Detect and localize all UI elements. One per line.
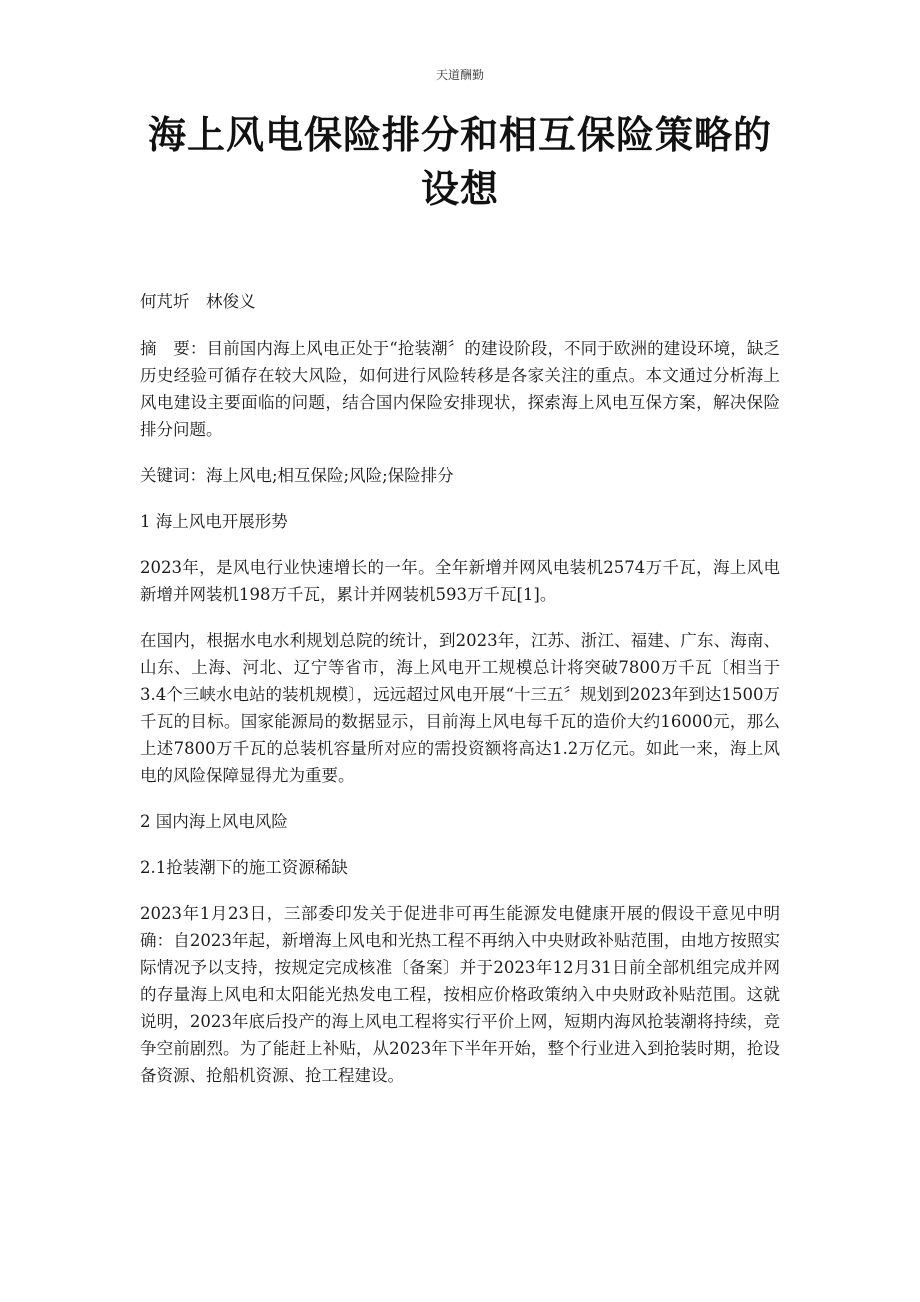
section-1-heading: 1 海上风电开展形势 bbox=[140, 512, 288, 531]
abstract-text: 目前国内海上风电正处于“抢装潮〞的建设阶段，不同于欧洲的建设环境，缺乏历史经验可循存在较大风险，如何进行风险转移是各家关注的重点。本文通过分析海上风电建设主要面临的问题，结合国内保险安排现状，探索海上风电互保方案，解决保险排分问题。 bbox=[140, 339, 781, 439]
keywords-label: 关键词： bbox=[140, 466, 206, 485]
keywords bbox=[140, 462, 780, 489]
header-mark: 天道酬勤 bbox=[435, 68, 484, 82]
section-2-1-paragraph-1: 2023年1月23日，三部委印发关于促进非可再生能源发电健康开展的假设干意见中明确：自2023年起，新增海上风电和光热工程不再纳入中央财政补贴范围，由地方按照实际情况予以支持，按规定完成核准〔备案〕并于2023年12月31日前全部机组完成并网的存量海上风电和太阳能光热发电工程，按相应价格政策纳入中央财政补贴范围。这就说明，2023年底后投产的海上风电工程将实行平价上网，短期内海风抢装潮将持续，竞争空前剧烈。为了能赶上补贴，从2023年下半年开始，整个行业进入到抢装时期，抢设备资源、抢船机资源、抢工程建设。 bbox=[140, 904, 780, 1085]
section-1-paragraph-1: 2023年，是风电行业快速增长的一年。全年新增并网风电装机2574万千瓦，海上风电新增并网装机198万千瓦，累计并网装机593万千瓦[1]。 bbox=[140, 558, 780, 604]
authors: 何芃圻 林俊义 bbox=[140, 292, 256, 311]
abstract bbox=[140, 335, 780, 443]
abstract-label: 摘 要： bbox=[140, 339, 207, 358]
section-2-heading: 2 国内海上风电风险 bbox=[140, 812, 288, 831]
document-body bbox=[140, 288, 780, 1108]
document-title: 海上风电保险排分和相互保险策略的设想 bbox=[147, 113, 772, 211]
keywords-text: 海上风电;相互保险;风险;保险排分 bbox=[206, 466, 454, 485]
section-1-paragraph-2: 在国内，根据水电水利规划总院的统计，到2023年，江苏、浙江、福建、广东、海南、山东、上海、河北、辽宁等省市，海上风电开工规模总计将突破7800万千瓦〔相当于3.4个三峡水电站的装机规模〕，远远超过风电开展“十三五〞规划到2023年到达1500万千瓦的目标。国家能源局的数据显示，目前海上风电每千瓦的造价大约16000元，那么上述7800万千瓦的总装机容量所对应的需投资额将高达1.2万亿元。如此一来，海上风电的风险保障显得尤为重要。 bbox=[140, 631, 780, 785]
section-2-1-heading: 2.1抢装潮下的施工资源稀缺 bbox=[140, 858, 348, 877]
